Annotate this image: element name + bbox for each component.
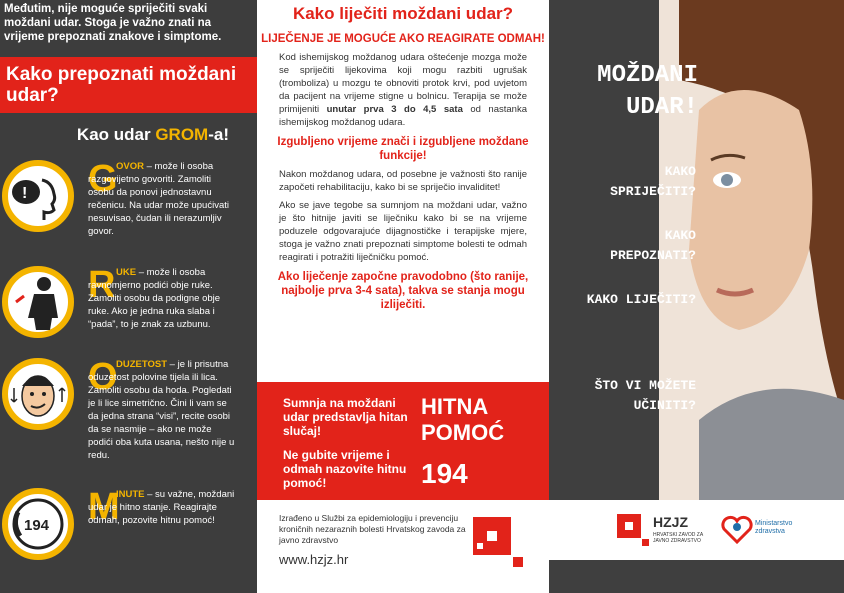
paragraph-rehabilitation: Nakon moždanog udara, od posebne je važnosti što ranije započeti rehabilitaciju, kako bi se spriječio invaliditet! bbox=[279, 169, 527, 193]
step-oduzetost-text: DUZETOST – je li prisutna oduzetost polovine tijela ili lica. Zamoliti osobu da hoda. Pogledati je li lice simetrično. Čini li vam se da jedna strana “visi”, recite osobi da se nasmije – ako ne može podići oba kuta usana, nešto nije u redu. bbox=[88, 359, 235, 461]
letter-o: O bbox=[88, 356, 118, 398]
question-what-can-you-do: ŠTO VI MOŽETE UČINITI? bbox=[594, 378, 696, 413]
early-treatment-note: Ako liječenje započne pravodobno (što ranije, najbolje prva 3-4 sata), takva se stanja mogu izliječiti. bbox=[277, 271, 529, 311]
left-panel bbox=[0, 0, 257, 593]
hzjz-logo-subtext: HRVATSKI ZAVOD ZA JAVNO ZDRAVSTVO bbox=[653, 532, 703, 544]
cover-bottom-strip bbox=[549, 560, 844, 593]
letter-m: M bbox=[88, 486, 120, 528]
website-link[interactable]: www.hzjz.hr bbox=[279, 552, 349, 567]
question-prevent: KAKO SPRIJEČITI? bbox=[610, 164, 696, 199]
icon-194-label: 194 bbox=[24, 517, 50, 534]
question-treat: KAKO LIJEČITI? bbox=[586, 292, 696, 307]
recognize-heading: Kako prepoznati moždani udar? bbox=[0, 57, 257, 113]
emergency-box bbox=[257, 382, 549, 500]
hzjz-red-logo bbox=[473, 517, 525, 569]
step-govor-text: OVOR – može li osoba razgovijetno govoriti. Zamoliti osobu da ponovi jednostavnu rečenicu. Na udar može upućivati nesuvisao, čudan ili nerazumljiv govor. bbox=[88, 161, 229, 237]
emergency-number: 194 bbox=[421, 458, 468, 489]
right-panel bbox=[549, 0, 844, 593]
hzjz-logo-icon bbox=[617, 514, 649, 546]
phone-194-icon bbox=[2, 488, 74, 560]
ministry-logo-text: Ministarstvo zdravstva bbox=[755, 520, 793, 535]
hzjz-logo-text: HZJZ bbox=[653, 514, 688, 530]
step-ruke-text: UKE – može li osoba ravnomjerno podići obje ruke. Zamoliti osobu da podigne obje ruke. Ako je jedna ruka slaba i “pada”, to je znak za uzbunu. bbox=[88, 267, 221, 330]
emergency-text-1: Sumnja na moždani udar predstavlja hitan slučaj! bbox=[283, 396, 408, 438]
step-minute bbox=[0, 488, 257, 593]
cover-title: MOŽDANI UDAR! bbox=[597, 62, 698, 121]
emergency-text-2: Ne gubite vrijeme i odmah nazovite hitnu pomoć! bbox=[283, 448, 407, 490]
grom-title: Kao udar GROM-a! bbox=[76, 125, 229, 144]
middle-panel bbox=[257, 0, 549, 593]
lost-time-note: Izgubljeno vrijeme znači i izgubljene moždane funkcije! bbox=[277, 136, 529, 162]
ministry-heart-icon bbox=[721, 514, 753, 544]
letter-g: G bbox=[88, 158, 118, 200]
svg-text:!: ! bbox=[22, 185, 28, 202]
speech-icon bbox=[2, 160, 74, 232]
step-govor bbox=[0, 160, 257, 270]
footer-credit: Izrađeno u Službi za epidemiologiju i prevenciju kroničnih nezaraznih bolesti Hrvatskog zavoda za javno zdravstvo bbox=[279, 513, 466, 545]
letter-r: R bbox=[88, 264, 116, 306]
face-icon bbox=[2, 358, 74, 430]
treat-subheading: LIJEČENJE JE MOGUĆE AKO REAGIRATE ODMAH! bbox=[261, 33, 545, 45]
intro-text: Međutim, nije moguće spriječiti svaki moždani udar. Stoga je važno znati na vrijeme prepoznati znakove i simptome. bbox=[4, 3, 222, 43]
step-oduzetost bbox=[0, 358, 257, 468]
hitna-pomoc-label: HITNA POMOĆ bbox=[421, 394, 505, 445]
arms-icon bbox=[2, 266, 74, 338]
step-minute-text: INUTE – su važne, moždani udar je hitno stanje. Reagirajte odmah, pozovite hitnu pomoć! bbox=[88, 489, 235, 526]
logo-bar bbox=[549, 500, 844, 560]
paragraph-thrombolysis: Kod ishemijskog moždanog udara oštećenje mozga može se spriječiti lijekovima koji mogu razbiti ugrušak (tromboliza) u mozgu te obnoviti protok krvi, pod uvjetom da pacijent na vrijeme stigne u bolnicu. Terapija se može primijeniti unutar prva 3 do 4,5 sata od nastanka ishemijskog moždanog udara. bbox=[279, 52, 527, 128]
question-recognize: KAKO PREPOZNATI? bbox=[610, 228, 696, 263]
treat-heading: Kako liječiti moždani udar? bbox=[292, 4, 514, 23]
paragraph-symptoms: Ako se jave tegobe sa sumnjom na moždani udar, važno je što hitnije javiti se liječniku kako bi se na vrijeme poduzele odgovarajuće dijagnostičke i terapijske mjere, stoga je važno znati prepoznati simptome bolesti te odmah reagirati i potražiti liječničku pomoć. bbox=[279, 200, 527, 263]
